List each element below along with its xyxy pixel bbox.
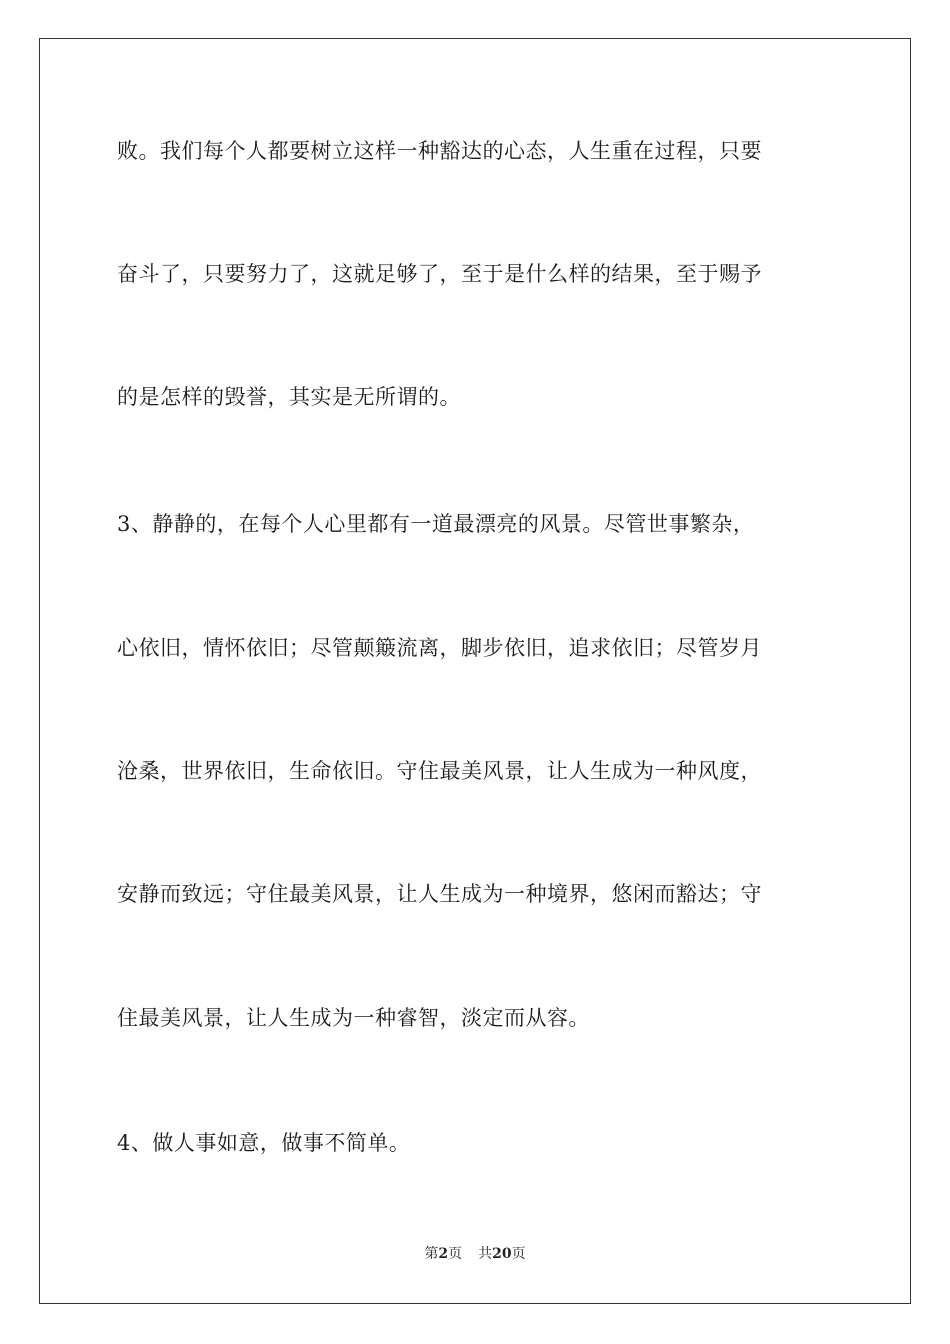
total-prefix: 共 [478,1246,493,1262]
total-suffix: 页 [511,1246,526,1262]
paragraph-line-9: 4、做人事如意，做事不简单。 [117,1131,411,1155]
paragraph-line-2: 奋斗了，只要努力了，这就足够了，至于是什么样的结果，至于赐予 [117,262,762,286]
paragraph-line-7: 安静而致远；守住最美风景，让人生成为一种境界，悠闲而豁达；守 [117,882,762,906]
total-pages: 20 [492,1246,512,1262]
page-footer [0,1244,950,1264]
paragraph-line-6: 沧桑，世界依旧，生命依旧。守住最美风景，让人生成为一种风度， [117,759,762,783]
page-suffix: 页 [448,1246,463,1262]
page-number: 2 [438,1246,449,1262]
paragraph-line-8: 住最美风景，让人生成为一种睿智，淡定而从容。 [117,1006,590,1030]
paragraph-line-4: 3、静静的，在每个人心里都有一道最漂亮的风景。尽管世事繁杂， [117,512,755,536]
paragraph-line-5: 心依旧，情怀依旧；尽管颠簸流离，脚步依旧，追求依旧；尽管岁月 [117,636,762,660]
page-border [39,38,911,1304]
paragraph-line-1: 败。我们每个人都要树立这样一种豁达的心态，人生重在过程，只要 [117,139,762,163]
page-prefix: 第 [424,1246,439,1262]
paragraph-line-3: 的是怎样的毁誉，其实是无所谓的。 [117,385,461,409]
